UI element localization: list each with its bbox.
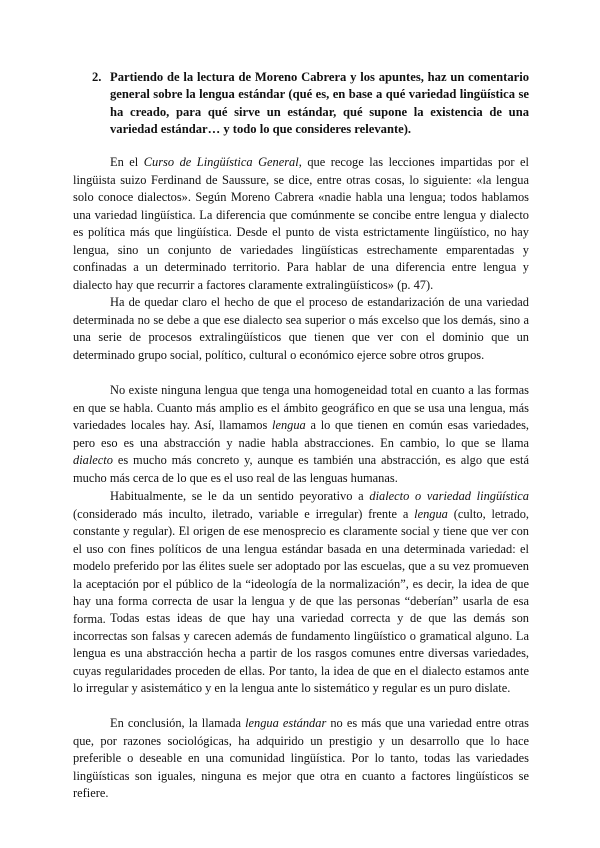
question-text: Partiendo de la lectura de Moreno Cabrera y los apuntes, haz un comentario general sobre la lengua estándar (qué es, en base a qué variedad lingüística se ha creado, para qué sirve un estándar, qué supone la existencia de una variedad estándar… y todo lo que consideres relevante). xyxy=(110,70,529,137)
italic-term: dialecto xyxy=(73,453,113,467)
italic-term: lengua xyxy=(272,418,306,432)
paragraph-text: Todas estas ideas de que hay una variedad correcta y de que las demás son incorrectas son falsas y carecen además de fundamento lingüístico o gramatical alguno. La lengua es una abstracción hecha a partir de los rasgos comunes entre diversas variedades, cuyas regularidades proceden de ellas. Por tanto, la idea de que en el dialecto estamos ante lo irregular y asistemático y en la lengua ante lo sistemático y regular es un puro dislate. xyxy=(73,611,529,695)
paragraph-text: no es más que una variedad entre otras que, por razones sociológicas, ha adquirido un prestigio y un desarrollo que lo hace preferible o deseable en una comunidad lingüística. Por lo tanto, todas las variedades lingüísticas son iguales, ninguna es mejor que otra en cuanto a factores lingüísticos se refiere. xyxy=(73,716,529,800)
paragraph-4 xyxy=(73,488,529,628)
paragraph-6 xyxy=(73,715,529,803)
paragraph-text: (culto, letrado, constante y regular). El origen de ese menosprecio es claramente social y tiene que ver con el uso con fines políticos de una lengua estándar basada en una determinada variedad: el modelo preferido por las élites suele ser adoptado por las escuelas, que a su vez promueven la aceptación por el público de la “ideología de la normalización”, es decir, la idea de que hay una forma correcta de usar la lengua y de que las personas “deberían” usarla de esa forma. xyxy=(73,506,529,626)
paragraph-text: , que recoge las lecciones impartidas por el lingüista suizo Ferdinand de Saussure, se dice, entre otras cosas, lo siguiente: «la lengua solo conoce dialectos». Según Moreno Cabrera «nadie habla una lengua; todos hablamos una variedad lingüística. La diferencia que comúnmente se concibe entre lengua y dialecto es política más que lingüística. Desde el punto de vista estrictamente lingüístico, no hay lengua, sino un conjunto de variedades lingüísticas estrechamente emparentadas y confinadas a un determinado territorio. Para hablar de una diferencia entre lengua y dialecto hay que recurrir a factores claramente extralingüísticos» (p. 47). xyxy=(73,155,530,292)
paragraph-text: es mucho más concreto y, aunque es también una abstracción, es algo que está mucho más cerca de lo que es el uso real de las lenguas humanas. xyxy=(73,453,529,485)
book-title: Curso de Lingüística General xyxy=(143,155,299,169)
paragraph-1 xyxy=(73,154,529,294)
question-heading xyxy=(92,69,529,139)
paragraph-2 xyxy=(73,294,529,364)
paragraph-text: (considerado más inculto, iletrado, variable e irregular) frente a xyxy=(73,506,415,521)
paragraph-text: Ha de quedar claro el hecho de que el proceso de estandarización de una variedad determinada no se debe a que ese dialecto sea superior o más excelso que los demás, sino a una serie de procesos extralingüísticos que tienen que ver con el dominio que un determinado grupo social, político, cultural o económico ejerce sobre otros grupos. xyxy=(73,295,529,362)
question-number: 2. xyxy=(92,70,102,84)
italic-term: dialecto o variedad lingüística xyxy=(369,489,530,503)
paragraph-3 xyxy=(73,382,529,487)
paragraph-text: No existe ninguna lengua que tenga una homogeneidad total en cuanto a las formas en que se habla. Cuanto más amplio es el ámbito geográfico en que se usa una lengua, más variedades locales hay. Así, llamamos xyxy=(73,383,529,432)
italic-term: lengua estándar xyxy=(245,716,327,730)
paragraph-text: En el xyxy=(110,155,144,169)
paragraph-text: En conclusión, la llamada xyxy=(110,716,246,730)
italic-term: lengua xyxy=(414,506,448,521)
paragraph-5 xyxy=(73,610,529,698)
paragraph-text: Habitualmente, se le da un sentido peyorativo a xyxy=(110,489,370,503)
paragraph-text: a lo que tienen en común esas variedades, pero eso es una abstracción y nadie habla abstracciones. En cambio, lo que se llama xyxy=(73,418,529,450)
